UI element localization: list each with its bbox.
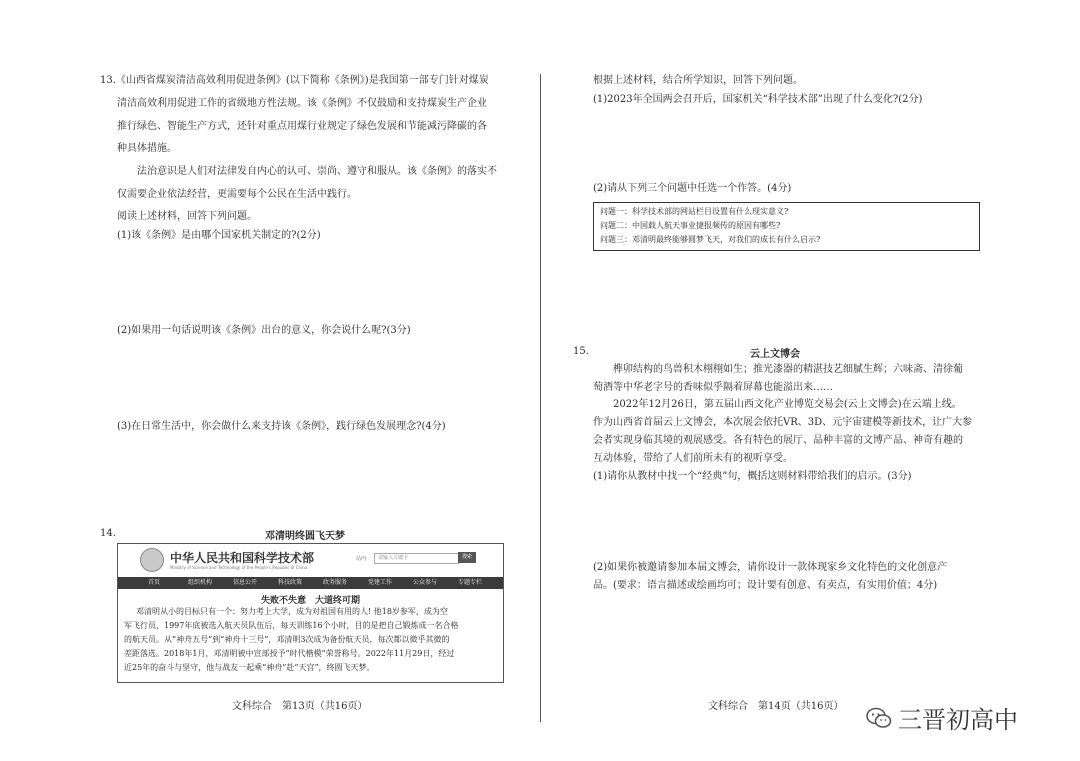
search-button: 搜索 xyxy=(458,552,476,563)
website-subtitle: Ministry of Science and Technology of the People's Republic of China xyxy=(170,565,308,570)
q13-sub3: (3)在日常生活中，你会做什么来支持该《条例》，践行绿色发展理念?(4分) xyxy=(117,421,446,432)
q15-sub2-line-2: 品。(要求：语言描述或绘画均可；设计要有创意、有卖点，有实用价值；4分) xyxy=(593,580,938,591)
q15-sub2-line-1: (2)如果你被邀请参加本届文博会，请你设计一款体现家乡文化特色的文化创意产 xyxy=(593,562,948,573)
option-2: 问题二：中国载人航天事业捷报频传的原因有哪些? xyxy=(600,221,781,230)
nav-item-party: 党建工作 xyxy=(368,579,393,586)
wechat-icon xyxy=(866,707,892,729)
q13-line-7: 阅读上述材料，回答下列问题。 xyxy=(117,211,257,222)
q15-sub1: (1)请你从教材中找一个“经典”句，概括这则材料带给我们的启示。(3分) xyxy=(593,471,912,482)
nav-item-topics: 专题专栏 xyxy=(458,579,483,586)
article-line-3: 的航天员。从“神舟五号”到“神舟十三号”，邓清明3次成为备份航天员，每次都以微乎其微的 xyxy=(124,635,450,644)
option-3: 问题三：邓清明最终能够圆梦飞天，对我们的成长有什么启示? xyxy=(600,235,821,244)
left-page-footer: 文科综合 第13页（共16页） xyxy=(232,701,368,712)
page-divider xyxy=(540,74,541,722)
right-page-footer: 文科综合 第14页（共16页） xyxy=(708,701,844,712)
nav-item-info: 信息公开 xyxy=(233,579,258,586)
watermark xyxy=(866,700,1018,735)
option-1: 问题一：科学技术部的网站栏目设置有什么现实意义? xyxy=(600,207,789,216)
q13-line-1: 13.《山西省煤炭清洁高效利用促进条例》(以下简称《条例》)是我国第一部专门针对煤炭 xyxy=(100,75,489,86)
q14-sub2: (2)请从下列三个问题中任选一个作答。(4分) xyxy=(593,183,792,194)
website-nav-bar xyxy=(118,577,503,589)
q15-line-2: 萄酒等中华老字号的香味似乎隔着屏幕也能溢出来…… xyxy=(593,382,833,393)
website-screenshot xyxy=(117,543,504,683)
question-options-box xyxy=(593,202,980,251)
q13-line-4: 种具体措施。 xyxy=(117,143,177,154)
nav-item-policy: 科技政策 xyxy=(278,579,303,586)
q15-number: 15. xyxy=(573,346,589,357)
website-header xyxy=(118,544,503,574)
article-title: 失败不失意 大道终可期 xyxy=(260,596,360,606)
nav-item-public: 公众参与 xyxy=(413,579,438,586)
q13-sub2: (2)如果用一句话说明该《条例》出台的意义，你会说什么呢?(3分) xyxy=(117,325,411,336)
nav-item-services: 政务服务 xyxy=(323,579,348,586)
article-line-5: 近25年的奋斗与坚守，他与战友一起乘“神舟”赴“天宫”，终圆飞天梦。 xyxy=(124,663,375,672)
watermark-text: 三晋初高中 xyxy=(898,706,1018,734)
q15-title: 云上文博会 xyxy=(750,349,800,360)
q15-line-6: 互动体验，带给了人们前所未有的视听享受。 xyxy=(593,453,793,464)
q14-sub1: (1)2023年全国两会召开后，国家机关“科学技术部”出现了什么变化?(2分) xyxy=(593,94,923,105)
search-input: 请输入关键字 xyxy=(374,553,459,564)
q14-number: 14. xyxy=(100,528,116,539)
nav-item-home: 首页 xyxy=(148,579,161,586)
q13-line-2: 清洁高效利用促进工作的省级地方性法规。该《条例》不仅鼓励和支持煤炭生产企业 xyxy=(117,98,487,109)
q14-intro: 根据上述材料，结合所学知识，回答下列问题。 xyxy=(593,75,803,86)
national-emblem-icon xyxy=(140,548,164,572)
article-line-1: 邓清明从小的目标只有一个：努力考上大学，成为对祖国有用的人! 他18岁参军，成为空 xyxy=(136,607,448,616)
q13-line-3: 推行绿色、智能生产方式，还针对重点用煤行业规定了绿色发展和节能减污降碳的各 xyxy=(117,121,487,132)
q15-line-1: 榫卯结构的鸟兽积木栩栩如生；推光漆器的精湛技艺细腻生辉；六味斋、清徐葡 xyxy=(613,364,963,375)
q14-title: 邓清明终圆飞天梦 xyxy=(265,531,345,542)
q15-line-3: 2022年12月26日，第五届山西文化产业博览交易会(云上文博会)在云端上线。 xyxy=(613,399,962,410)
q13-line-6: 仅需要企业依法经营，更需要每个公民在生活中践行。 xyxy=(117,189,357,200)
website-name: 中华人民共和国科学技术部 xyxy=(170,551,315,565)
q15-line-4: 作为山西省首届云上文博会，本次展会依托VR、3D、元宇宙建模等新技术，让广大参 xyxy=(593,417,973,428)
q15-line-5: 会者实现身临其境的观展感受。各有特色的展厅、品种丰富的文博产品、神奇有趣的 xyxy=(593,435,963,446)
article-line-2: 军飞行员，1997年底被选入航天员队伍后，每天训练16个小时，目的是把自己锻炼成一名合格 xyxy=(124,621,459,630)
q13-sub1: (1)该《条例》是由哪个国家机关制定的?(2分) xyxy=(117,230,321,241)
search-scope-label: 站内 xyxy=(356,556,367,562)
q13-line-5: 法治意识是人们对法律发自内心的认可、崇尚、遵守和服从。该《条例》的落实不 xyxy=(137,166,497,177)
article-line-4: 差距落选。2018年1月，邓清明被中宣部授予“时代楷模”荣誉称号。2022年11月29日，经过 xyxy=(124,649,455,658)
nav-item-organization: 组织机构 xyxy=(188,579,213,586)
